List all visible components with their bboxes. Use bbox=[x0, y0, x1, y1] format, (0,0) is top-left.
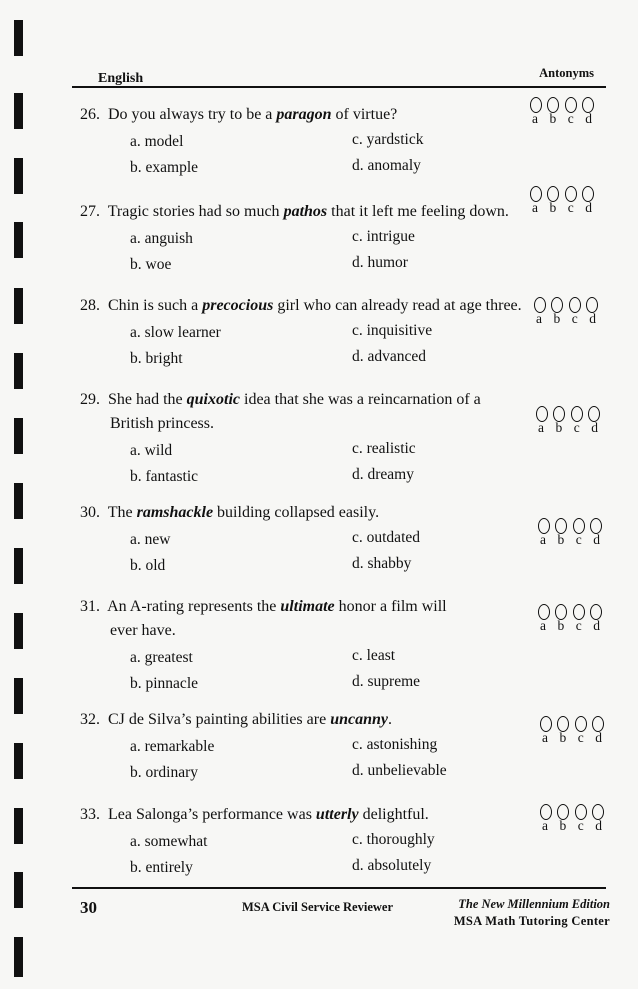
question-number: 31. bbox=[80, 598, 100, 615]
answer-letter: d bbox=[593, 618, 600, 633]
question-number: 28. bbox=[80, 297, 100, 314]
option-b: b. fantastic bbox=[130, 468, 199, 485]
option-c: c. least bbox=[352, 647, 396, 664]
binding-mark bbox=[14, 743, 23, 779]
answer-letter: c bbox=[567, 111, 574, 126]
option-b: b. woe bbox=[130, 256, 172, 273]
answer-bubbles bbox=[538, 604, 602, 632]
keyword: uncanny bbox=[330, 711, 388, 728]
question-number: 33. bbox=[80, 806, 100, 823]
answer-letter: b bbox=[555, 420, 563, 435]
binding-mark bbox=[14, 548, 23, 584]
answer-bubbles bbox=[538, 518, 602, 546]
question-text-before: Do you always try to be a bbox=[108, 106, 277, 123]
footer-rule bbox=[72, 887, 606, 889]
question-text-after: idea that she was a reincarnation of a bbox=[240, 391, 481, 408]
option-group bbox=[80, 531, 530, 583]
keyword: precocious bbox=[202, 297, 274, 314]
answer-bubbles bbox=[534, 297, 598, 325]
option-d: d. shabby bbox=[352, 555, 412, 572]
option-a: a. new bbox=[130, 531, 171, 548]
option-c: c. astonishing bbox=[352, 736, 438, 753]
publisher-label: MSA Math Tutoring Center bbox=[453, 914, 610, 928]
question-item bbox=[80, 200, 530, 282]
question-text-continuation: ever have. bbox=[110, 622, 176, 639]
option-b: b. bright bbox=[130, 350, 183, 367]
answer-letter: b bbox=[549, 111, 557, 126]
option-a: a. somewhat bbox=[130, 833, 208, 850]
option-group bbox=[80, 442, 530, 494]
question-item bbox=[80, 103, 530, 185]
question-text-after: that it left me feeling down. bbox=[327, 203, 509, 220]
option-a: a. slow learner bbox=[130, 324, 221, 341]
answer-letter: b bbox=[559, 818, 567, 833]
answer-letter: c bbox=[577, 818, 584, 833]
option-group bbox=[80, 649, 530, 701]
question-text bbox=[80, 388, 530, 412]
binding-mark bbox=[14, 418, 23, 454]
answer-letter: c bbox=[577, 730, 584, 745]
question-number: 32. bbox=[80, 711, 100, 728]
option-c: c. yardstick bbox=[352, 131, 424, 148]
keyword: paragon bbox=[276, 106, 332, 123]
answer-letter: a bbox=[532, 111, 538, 126]
question-text-before: Lea Salonga’s performance was bbox=[108, 806, 316, 823]
keyword: quixotic bbox=[186, 391, 240, 408]
answer-letter: a bbox=[540, 532, 546, 547]
question-text bbox=[80, 103, 530, 127]
edition-label: The New Millennium Edition bbox=[458, 897, 610, 911]
option-b: b. old bbox=[130, 557, 166, 574]
binding-mark bbox=[14, 158, 23, 194]
binding-mark bbox=[14, 93, 23, 129]
answer-letter: d bbox=[589, 311, 596, 326]
answer-letter: d bbox=[593, 532, 600, 547]
question-text bbox=[80, 803, 530, 827]
answer-letter: d bbox=[595, 818, 602, 833]
answer-letter: a bbox=[538, 420, 544, 435]
option-c: c. inquisitive bbox=[352, 322, 433, 339]
question-item bbox=[80, 501, 530, 583]
keyword: utterly bbox=[315, 806, 359, 823]
option-group bbox=[80, 133, 530, 185]
option-group bbox=[80, 738, 530, 790]
keyword: pathos bbox=[283, 203, 328, 220]
question-text-after: delightful. bbox=[358, 806, 429, 823]
answer-letter: a bbox=[542, 730, 548, 745]
answer-bubbles bbox=[540, 804, 604, 832]
binding-mark bbox=[14, 937, 23, 977]
option-b: b. example bbox=[130, 159, 199, 176]
binding-mark bbox=[14, 222, 23, 258]
answer-bubbles bbox=[540, 716, 604, 744]
answer-letter: c bbox=[575, 618, 582, 633]
answer-letter: d bbox=[585, 200, 592, 215]
page-number: 30 bbox=[80, 898, 97, 917]
question-number: 30. bbox=[80, 504, 100, 521]
answer-bubbles bbox=[530, 186, 594, 214]
question-text-before: An A-rating represents the bbox=[107, 598, 281, 615]
question-item bbox=[80, 595, 530, 701]
answer-letter: d bbox=[591, 420, 598, 435]
option-d: d. advanced bbox=[352, 348, 427, 365]
binding-mark bbox=[14, 872, 23, 908]
answer-letter: a bbox=[542, 818, 548, 833]
option-group bbox=[80, 324, 530, 376]
option-c: c. thoroughly bbox=[352, 831, 435, 848]
answer-letter: c bbox=[571, 311, 578, 326]
section-label: Antonyms bbox=[539, 66, 594, 80]
question-number: 29. bbox=[80, 391, 100, 408]
option-c: c. intrigue bbox=[352, 228, 415, 245]
question-text bbox=[80, 708, 530, 732]
answer-letter: b bbox=[557, 618, 565, 633]
option-d: d. dreamy bbox=[352, 466, 414, 483]
header-rule bbox=[72, 86, 606, 88]
question-text-before: CJ de Silva’s painting abilities are bbox=[108, 711, 331, 728]
question-item bbox=[80, 708, 530, 790]
answer-letter: b bbox=[559, 730, 567, 745]
option-d: d. supreme bbox=[352, 673, 421, 690]
answer-letter: d bbox=[585, 111, 592, 126]
question-text-after: . bbox=[387, 711, 392, 728]
keyword: ramshackle bbox=[136, 504, 214, 521]
option-a: a. wild bbox=[130, 442, 173, 459]
question-text bbox=[80, 501, 530, 525]
question-number: 27. bbox=[80, 203, 100, 220]
option-a: a. anguish bbox=[130, 230, 193, 247]
binding-mark bbox=[14, 20, 23, 56]
option-d: d. anomaly bbox=[352, 157, 421, 174]
answer-letter: c bbox=[575, 532, 582, 547]
answer-letter: c bbox=[567, 200, 574, 215]
question-text bbox=[80, 200, 530, 224]
option-group bbox=[80, 230, 530, 282]
question-number: 26. bbox=[80, 106, 100, 123]
subject-label: English bbox=[98, 71, 144, 86]
binding-mark bbox=[14, 483, 23, 519]
question-item bbox=[80, 803, 530, 885]
question-text-after: honor a film will bbox=[334, 598, 447, 615]
answer-letter: b bbox=[553, 311, 561, 326]
option-b: b. pinnacle bbox=[130, 675, 199, 692]
question-text-before: Chin is such a bbox=[108, 297, 203, 314]
option-d: d. humor bbox=[352, 254, 408, 271]
question-text-before: She had the bbox=[108, 391, 187, 408]
option-d: d. absolutely bbox=[352, 857, 432, 874]
question-text-continuation: British princess. bbox=[110, 415, 214, 432]
answer-bubbles bbox=[536, 406, 600, 434]
question-text-after: of virtue? bbox=[331, 106, 398, 123]
option-a: a. greatest bbox=[130, 649, 193, 666]
question-text-before: The bbox=[107, 504, 137, 521]
answer-letter: a bbox=[532, 200, 538, 215]
question-text-after: girl who can already read at age three. bbox=[273, 297, 522, 314]
answer-letter: c bbox=[573, 420, 580, 435]
binding-mark bbox=[14, 678, 23, 714]
keyword: ultimate bbox=[280, 598, 335, 615]
option-c: c. realistic bbox=[352, 440, 416, 457]
option-d: d. unbelievable bbox=[352, 762, 447, 779]
binding-mark bbox=[14, 353, 23, 389]
question-text bbox=[80, 294, 530, 318]
book-title: MSA Civil Service Reviewer bbox=[242, 900, 393, 914]
answer-bubbles bbox=[530, 97, 594, 125]
question-item bbox=[80, 294, 530, 376]
option-a: a. remarkable bbox=[130, 738, 215, 755]
question-item bbox=[80, 388, 530, 494]
answer-letter: b bbox=[549, 200, 557, 215]
question-text bbox=[80, 595, 530, 619]
answer-letter: b bbox=[557, 532, 565, 547]
question-text-after: building collapsed easily. bbox=[213, 504, 380, 521]
option-b: b. entirely bbox=[130, 859, 193, 876]
answer-letter: a bbox=[540, 618, 546, 633]
option-c: c. outdated bbox=[352, 529, 421, 546]
binding-mark bbox=[14, 288, 23, 324]
option-b: b. ordinary bbox=[130, 764, 199, 781]
option-a: a. model bbox=[130, 133, 184, 150]
answer-letter: a bbox=[536, 311, 542, 326]
binding-mark bbox=[14, 808, 23, 844]
answer-letter: d bbox=[595, 730, 602, 745]
binding-mark bbox=[14, 613, 23, 649]
option-group bbox=[80, 833, 530, 885]
question-text-before: Tragic stories had so much bbox=[107, 203, 284, 220]
